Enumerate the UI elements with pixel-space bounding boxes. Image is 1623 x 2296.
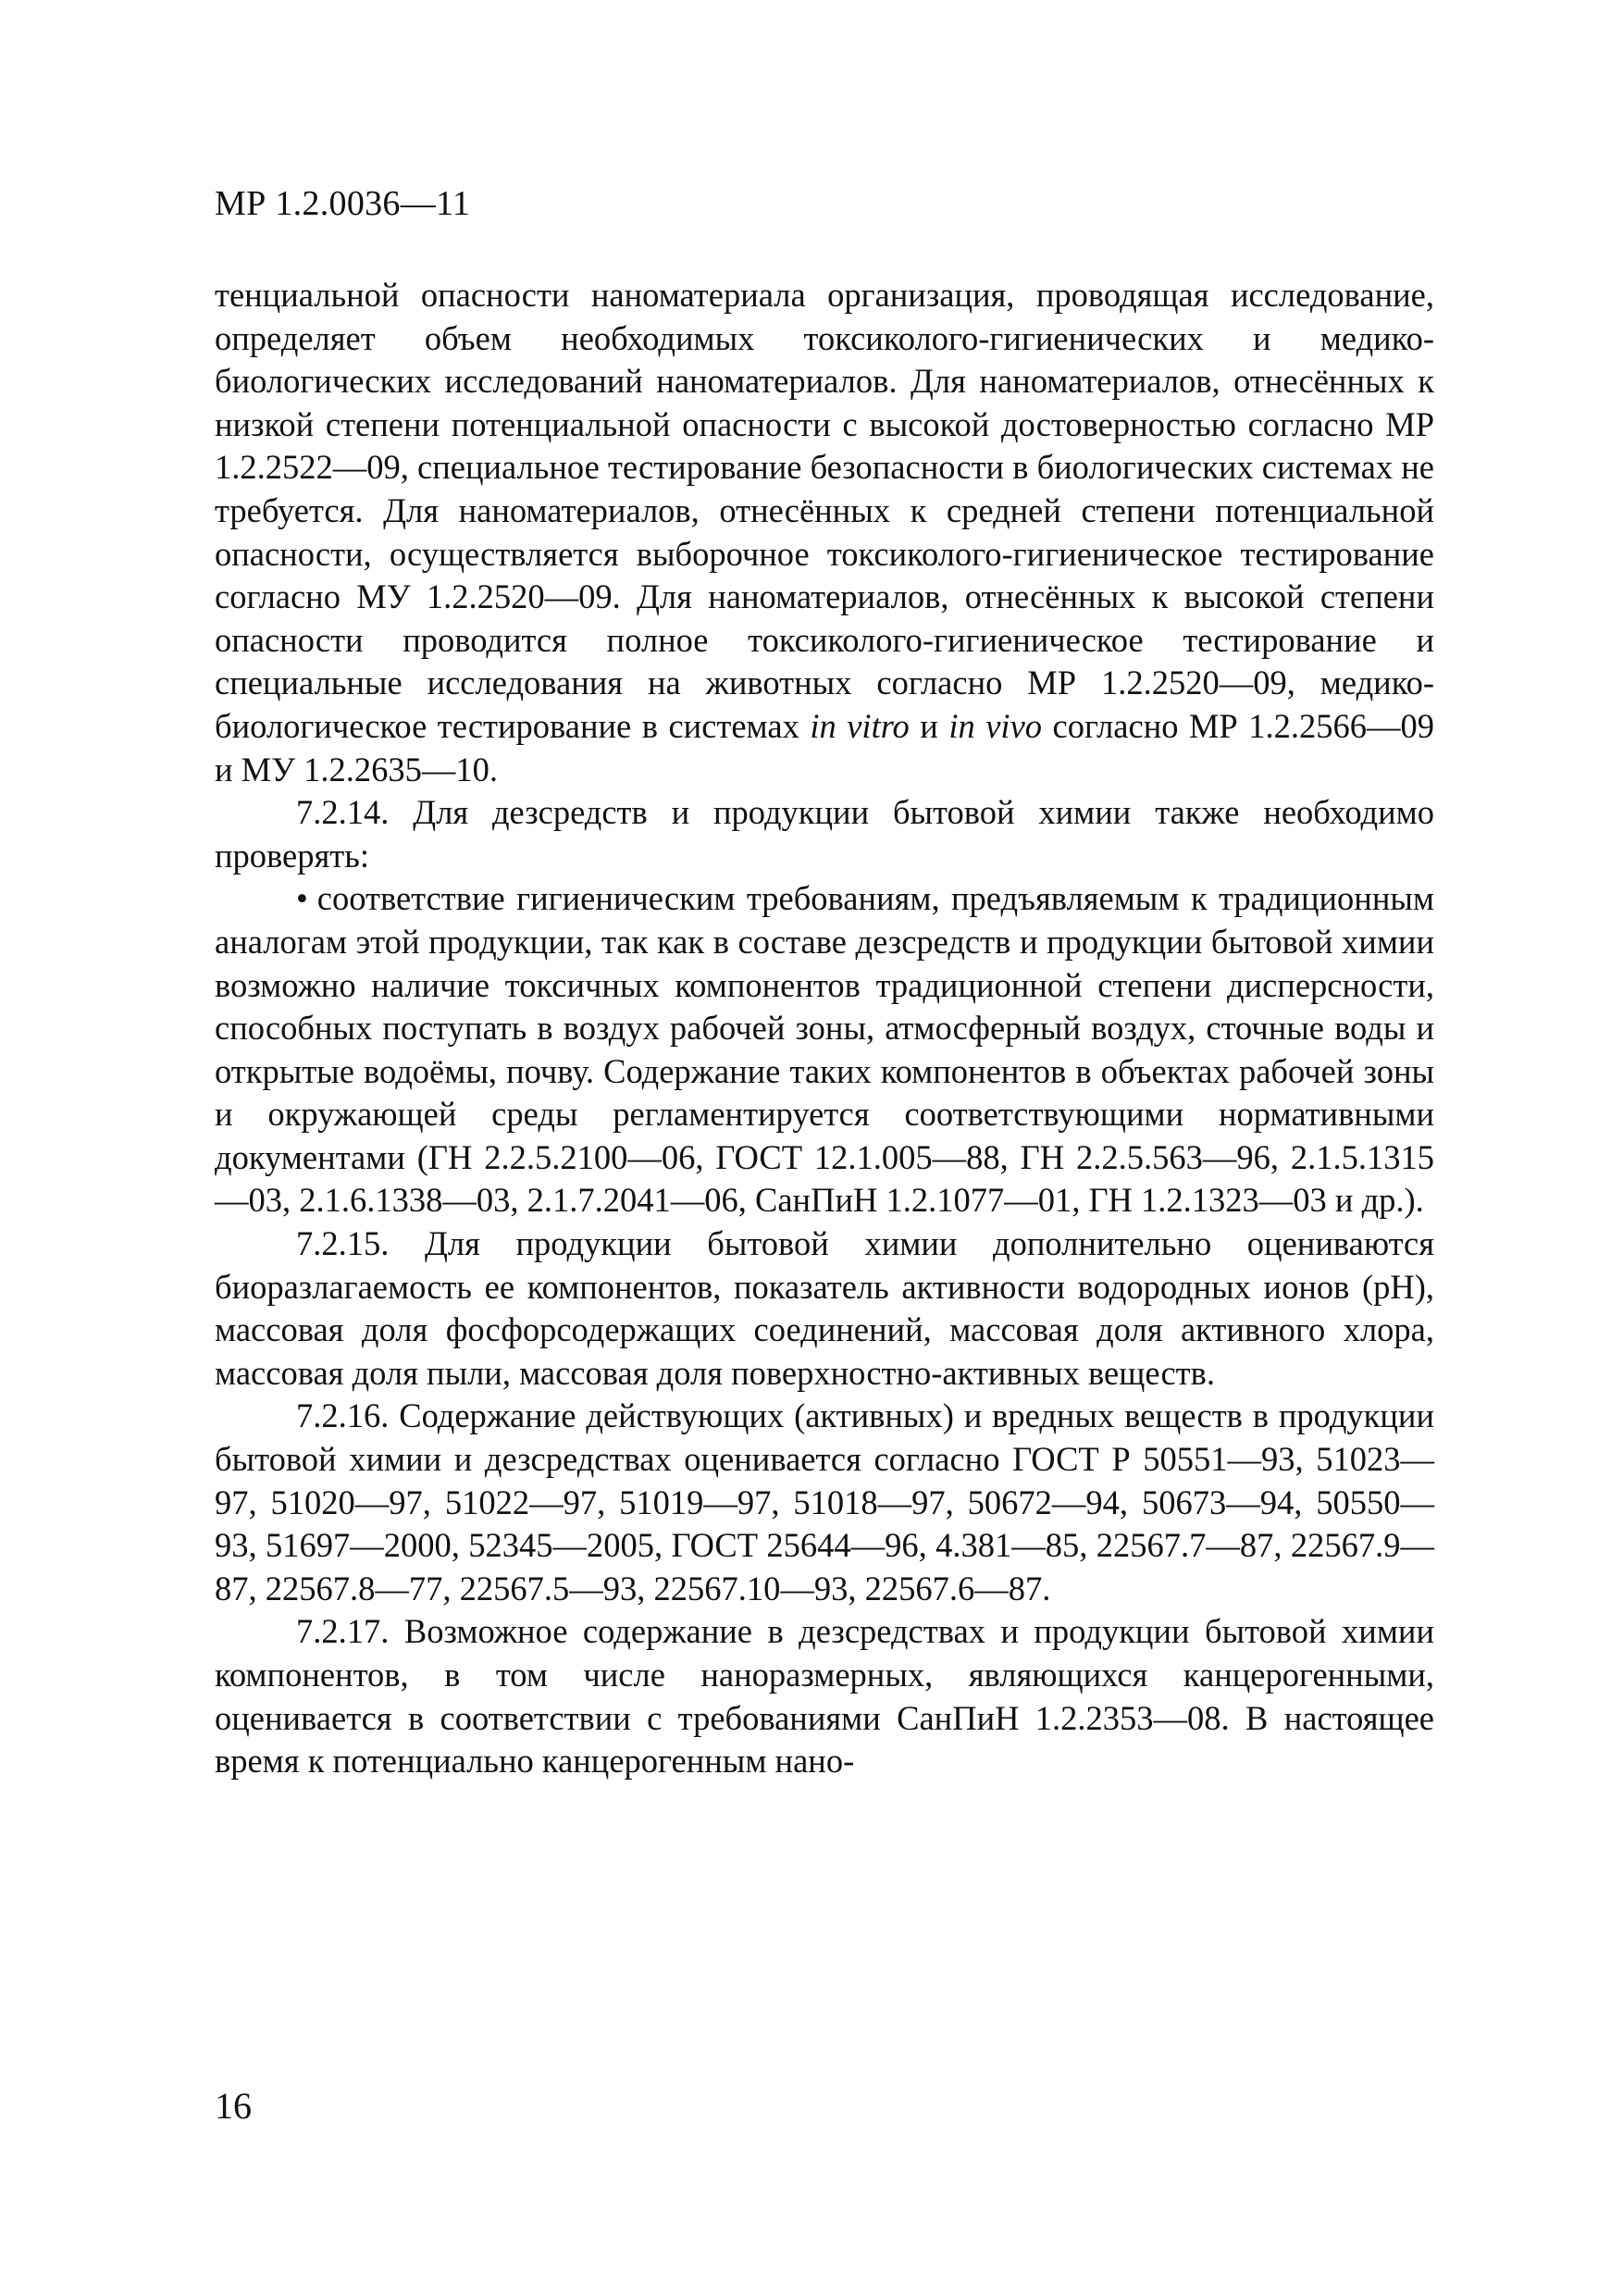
- document-page: [215, 181, 1434, 1783]
- conjunction-and: и: [909, 706, 949, 745]
- running-header-doc-code: МР 1.2.0036—11: [215, 184, 471, 223]
- paragraph-continuation-text: тенциальной опасности наноматериала организация, проводящая исследование, определяет объем необходимых токсиколого-гигиенических и медико-биологических исследований наноматериалов. Для наноматериалов, отнесённых к низкой степени потенциальной опасности с высокой достоверностью согласно МР 1.2.2522—09, специальное тестирование безопасности в биологических системах не требуется. Для наноматериалов, отнесённых к средней степени потенциальной опасности, осуществляется выборочное токсиколого-гигиеническое тестирование согласно МУ 1.2.2520—09. Для наноматериалов, отнесённых к высокой степени опасности проводится полное токсиколого-гигиеническое тестирование и специальные исследования на животных согласно МР 1.2.2520—09, медико-биологическое тестирование в системах: [215, 276, 1434, 745]
- paragraph-7-2-15: 7.2.15. Для продукции бытовой химии дополнительно оцениваются биоразлагаемость ее компонентов, показатель активности водородных ионов (pH), массовая доля фосфорсодержащих соединений, массовая доля активного хлора, массовая доля пыли, массовая доля поверхностно-активных веществ.: [215, 1224, 1434, 1392]
- paragraph-7-2-16: 7.2.16. Содержание действующих (активных) и вредных веществ в продукции бытовой химии и дезсредствах оценивается согласно ГОСТ Р 50551—93, 51023—97, 51020—97, 51022—97, 51019—97, 51018—97, 50672—94, 50673—94, 50550—93, 51697—2000, 52345—2005, ГОСТ 25644—96, 4.381—85, 22567.7—87, 22567.9—87, 22567.8—77, 22567.5—93, 22567.10—93, 22567.6—87.: [215, 1396, 1434, 1607]
- paragraph-7-2-14: 7.2.14. Для дезсредств и продукции бытовой химии также необходимо проверять:: [215, 793, 1434, 875]
- bullet-icon: •: [296, 879, 308, 918]
- paragraph-continuation: [215, 274, 1434, 791]
- term-in-vitro: in vitro: [810, 706, 910, 745]
- body-text: [215, 274, 1434, 1783]
- paragraph-7-2-17: 7.2.17. Возможное содержание в дезсредствах и продукции бытовой химии компонентов, в том числе наноразмерных, являющихся канцерогенными, оценивается в соответствии с требованиями СанПиН 1.2.2353—08. В настоящее время к потенциально канцерогенным нано-: [215, 1612, 1434, 1781]
- bullet-item-text: соответствие гигиеническим требованиям, предъявляемым к традиционным аналогам этой продукции, так как в составе дезсредств и продукции бытовой химии возможно наличие токсичных компонентов традиционной степени дисперсности, способных поступать в воздух рабочей зоны, атмосферный воздух, сточные воды и открытые водоёмы, почву. Содержание таких компонентов в объектах рабочей зоны и окружающей среды регламентируется соответствующими нормативными документами (ГН 2.2.5.2100—06, ГОСТ 12.1.005—88, ГН 2.2.5.563—96, 2.1.5.1315—03, 2.1.6.1338—03, 2.1.7.2041—06, СанПиН 1.2.1077—01, ГН 1.2.1323—03 и др.).: [215, 879, 1434, 1220]
- paragraph-continuation-end: согласно МР 1.2.2566—09 и МУ 1.2.2635—10.: [215, 706, 1434, 788]
- bullet-item: [215, 877, 1434, 1222]
- term-in-vivo: in vivo: [948, 706, 1043, 745]
- page-number: 16: [215, 2085, 252, 2127]
